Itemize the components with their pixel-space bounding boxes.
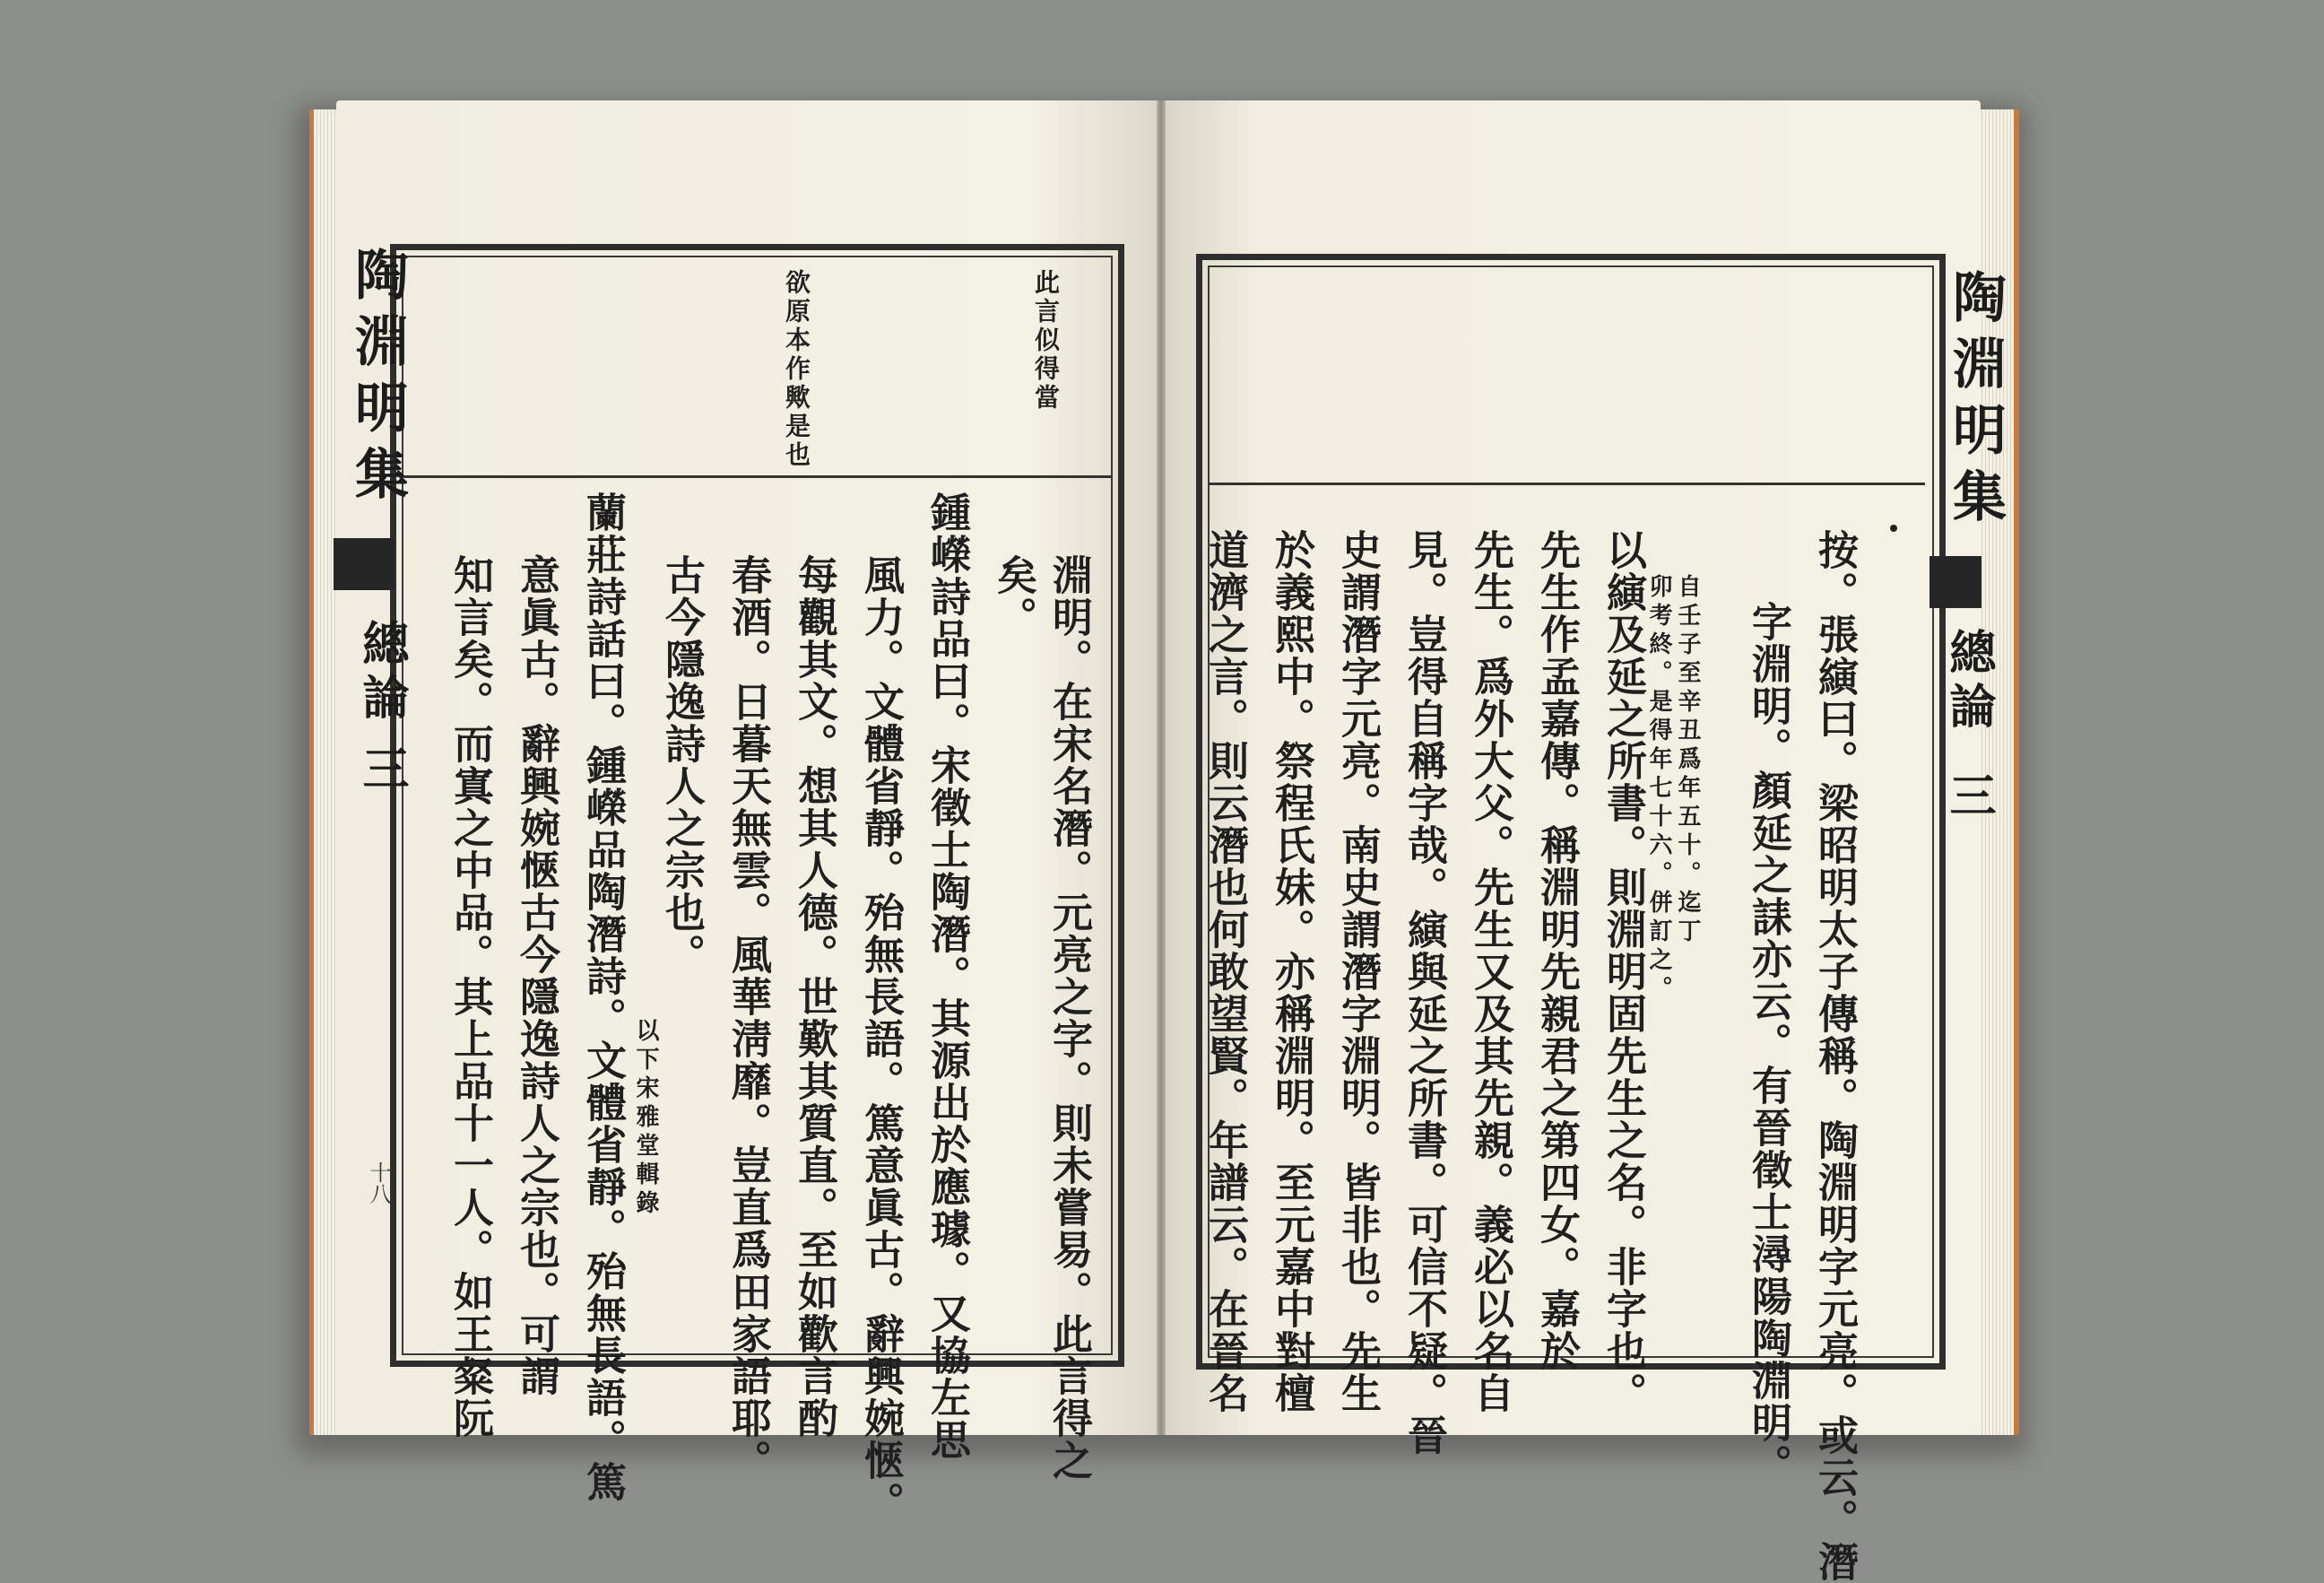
left-column-7: 古今隱逸詩人之宗也。 [658, 554, 706, 976]
left-column-4: 風力。文體省靜。殆無長語。篤意眞古。辭興婉愜。 [857, 554, 905, 1524]
punctuation-dot [1890, 525, 1897, 532]
right-banner-fishtail [1929, 556, 1981, 608]
right-column-1: 按。張縯曰。梁昭明太子傳稱。陶淵明字元亮。或云。潛 [1811, 529, 1859, 1583]
right-column-7: 史謂潛字元亮。南史謂潛字淵明。皆非也。先生 [1334, 529, 1382, 1414]
left-banner-section: 總論 [354, 619, 409, 726]
left-column-1: 淵明。在宋名潛。元亮之字。則未嘗易。此言得之 [1045, 554, 1093, 1482]
right-column-4: 先生作孟嘉傳。稱淵明先親君之第四女。嘉於 [1533, 529, 1581, 1372]
book-gutter [1157, 100, 1166, 1435]
left-page-divider [399, 475, 1112, 478]
left-banner-page: 三 [354, 744, 409, 798]
left-small-note: 以下宋雅堂輯錄 [632, 1018, 659, 1219]
right-column-9: 道濟之言。則云潛也何敢望賢。年譜云。在晉名 [1201, 529, 1249, 1414]
left-folio: 十八 [366, 1161, 391, 1205]
right-column-6: 見。豈得自稱字哉。縯與延之所書。可信不疑。晉 [1400, 529, 1448, 1457]
right-banner-page: 三 [1941, 771, 1996, 825]
right-column-8: 於義熙中。祭程氏妹。亦稱淵明。至元嘉中對檀 [1268, 529, 1315, 1414]
right-column-5: 先生。爲外大父。先生又及其先親。義必以名自 [1467, 529, 1514, 1414]
left-upper-note-2: 欲原本作歟是也 [782, 269, 811, 470]
left-banner-title: 陶淵明集 [346, 247, 409, 512]
left-column-10: 知言矣。而寘之中品。其上品十一人。如王粲阮 [447, 554, 494, 1439]
left-upper-note-1: 此言似得當 [1031, 269, 1061, 413]
right-small-note-1: 自壬子至辛丑爲年五十。迄丁 [1674, 574, 1701, 947]
left-column-3: 鍾嶸詩品曰。宋徵士陶潛。其源出於應璩。又協左思 [924, 491, 971, 1461]
right-column-3: 以縯及延之所書。則淵明固先生之名。非字也。 [1600, 529, 1647, 1414]
right-banner-title: 陶淵明集 [1944, 269, 2007, 535]
left-column-6: 春酒。日暮天無雲。風華淸靡。豈直爲田家語耶。 [724, 554, 772, 1482]
right-column-2: 字淵明。顏延之誄亦云。有晉徵士潯陽陶淵明。 [1745, 601, 1792, 1486]
left-column-5: 每觀其文。想其人德。世歎其質直。至如歡言酌 [791, 554, 838, 1439]
right-banner-section: 總論 [1941, 628, 1996, 735]
left-column-2: 矣。 [990, 554, 1037, 639]
left-banner-fishtail [334, 538, 395, 590]
right-page-divider [1208, 483, 1925, 485]
right-small-note-2: 卯考終。是得年七十六。併訂之。 [1645, 574, 1672, 1005]
left-column-9: 意眞古。辭興婉愜古今隱逸詩人之宗也。可謂 [513, 554, 560, 1397]
left-column-8: 蘭莊詩話曰。鍾嶸品陶潛詩。文體省靜。殆無長語。篤 [579, 491, 627, 1503]
